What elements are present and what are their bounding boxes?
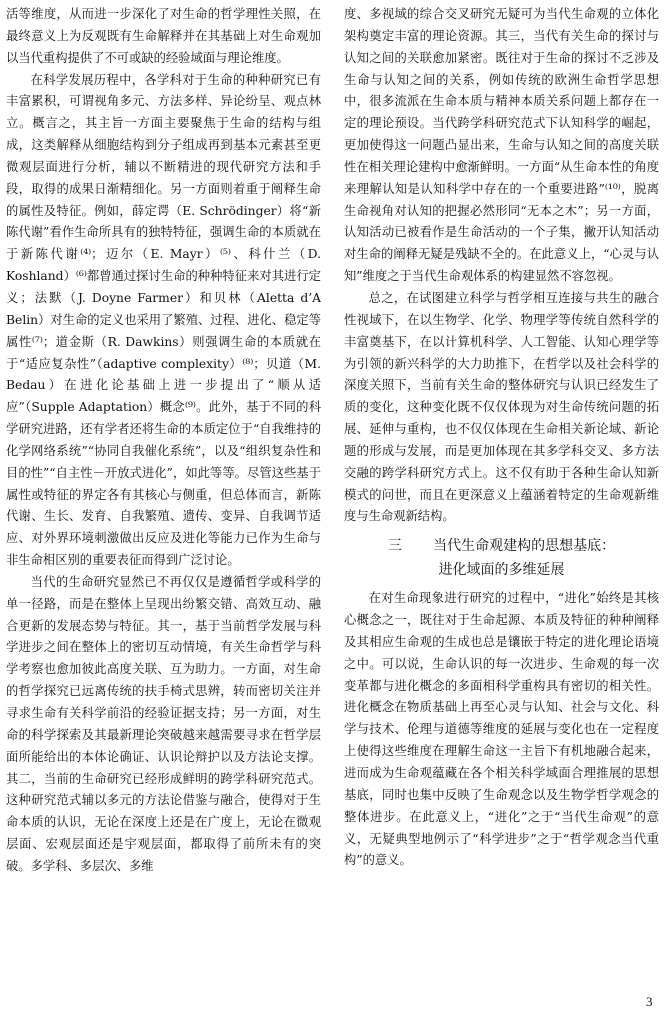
paragraph-life-research-history: 在科学发展历程中，各学科对于生命的种种研究已有丰富累积，可谓视角多元、方法多样、异论纷呈、观点林立。概言之，其主旨一方面主要聚焦于生命的结构与组成，这类解释从细胞结构到分子组成再到基本元素甚至更微观层面进行分析，辅以不断精进的现代研究方法和手段，取得的成果日渐精细化。另一方面则着重于阐释生命的属性及特征。例如，薛定谔（E. Schrödinger）将“新陈代谢”看作生命所具有的独特特征，强调生命的本质就在于新陈代谢⁽⁴⁾；迈尔（E. Mayr）⁽⁵⁾、科什兰（D. Koshland）⁽⁶⁾都曾通过探讨生命的种种特征来对其进行定义；法默（J. Doyne Farmer）和贝林（Aletta d’A Belin）对生命的定义也采用了繁殖、过程、进化、稳定等属性⁽⁷⁾；道金斯（R. Dawkins）则强调生命的本质就在于“适应复杂性”（adaptive complexity）⁽⁸⁾；贝道（M. Bedau）在进化论基础上进一步提出了“顺从适应”（Supple Adaptation）概念⁽⁹⁾。此外，基于不同的科学研究进路，还有学者还将生命的本质定位于“自我维持的化学网络系统”“协同自我催化系统”，以及“组织复杂性和目的性”“自主性－开放式进化”，如此等等。尽管这些基于属性或特征的界定各有其核心与侧重，但总体而言，新陈代谢、生长、发育、自我繁殖、遗传、变异、自我调节适应、对外界环境刺激做出反应及进化等能力已作为生命与非生命相区别的重要表征而得到广泛讨论。: [6, 72, 321, 568]
paragraph-evolution: 在对生命现象进行研究的过程中，“进化”始终是其核心概念之一，既往对于生命起源、本质及特征的种种阐释及其相应生命观的生成也总是镶嵌于特定的进化理论语境之中。可以说，生命认识的每一次进步、生命观的每一次变革都与进化概念的多面相科学重构具有密切的相关性。进化概念在物质基础上再至心灵与认知、社会与文化、科学与技术、伦理与道德等维度的延展与变化也在一定程度上使得这些维度在理解生命这一主旨下有机地融合起来，进而成为生命观蕴藏在各个相关科学域面合理推展的思想基底，同时也集中反映了生命观念以及生物学哲学观念的整体进步。在此意义上，“进化”之于“当代生命观”的意义，无疑典型地例示了“科学进步”之于“哲学观念当代重构”的意义。: [344, 591, 659, 868]
paragraph-continuation-right: 度、多视域的综合交叉研究无疑可为当代生命观的立体化架构奠定丰富的理论资源。其三，当代有关生命的探讨与认知之间的关联愈加紧密。既往对于生命的探讨不乏涉及生命与认知之间的关系，例如传统的欧洲生命哲学思想中，很多流派在生命本质与精神本质关系问题上都存在一定的理论预设。当代跨学科研究范式下认知科学的崛起，更加使得这一问题凸显出来，生命与认知之间的高度关联性在相关理论建构中愈渐鲜明。一方面“从生命本性的角度来理解认知是认知科学中存在的一个重要进路”⁽¹⁰⁾，脱离生命视角对认知的把握必然形同“无本之木”；另一方面，认知活动已被看作是生命活动的一个子集，撇开认知活动对生命的阐释无疑是残缺不全的。在此意义上，“心灵与认知”维度之于当代生命观体系的构建显然不容忽视。: [344, 7, 659, 284]
section-number: 三: [387, 538, 402, 555]
paragraph-summary: 总之，在试图建立科学与哲学相互连接与共生的融合性视域下，在以生物学、化学、物理学等传统自然科学的丰富奠基下，在以计算机科学、人工智能、认知心理学等为引领的新兴科学的大力助推下，在哲学以及社会科学的深度关照下，当前有关生命的整体研究与认识已经发生了质的变化，这种变化既不仅仅体现为对生命传统问题的拓展、延伸与重构，也不仅仅体现在生命相关新论域、新论题的形成与发展，而是更加体现在其多学科交叉、多方法交融的跨学科研究方式上。这不仅有助于各种生命认知新模式的问世，而且在更深意义上蕴涵着特定的生命观新维度与生命观新结构。: [344, 290, 659, 524]
section-heading: [344, 534, 659, 582]
section-title-line1: 当代生命观建构的思想基底：: [433, 538, 616, 555]
left-column: [6, 4, 321, 1004]
paragraph-contemporary-life-research: 当代的生命研究显然已不再仅仅是遵循哲学或科学的单一径路，而是在整体上呈现出纷繁交错、高效互动、融合更新的发展态势与特征。其一，基于当前哲学发展与科学进步之间在整体上的密切互动情境，有关生命哲学与科学考察也愈加彼此高度关联、互为助力。一方面，对生命的哲学探究已远离传统的扶手椅式思辨，转而密切关注并寻求生命有关科学前沿的经验证据支持；另一方面，对生命的科学探索及其最新理论突破越来越需要寻求在哲学层面所能给出的本体论确证、认识论辩护以及方法论支撑。其二，当前的生命研究已经形成鲜明的跨学科研究范式。这种研究范式辅以多元的方法论借鉴与融合，使得对于生命本质的认识，无论在深度上还是在广度上，无论在微观层面、宏观层面还是宇观层面，都取得了前所未有的突破。多学科、多层次、多维: [6, 574, 321, 873]
page-number: 3: [646, 994, 653, 1009]
right-column: [344, 4, 659, 1004]
section-title-line2: 进化域面的多维延展: [438, 562, 565, 579]
paragraph-continuation: 活等维度，从而进一步深化了对生命的哲学理性关照，在最终意义上为反观既有生命解释并在其基础上对生命观加以当代重构提供了不可或缺的经验域面与理论维度。: [6, 7, 321, 65]
